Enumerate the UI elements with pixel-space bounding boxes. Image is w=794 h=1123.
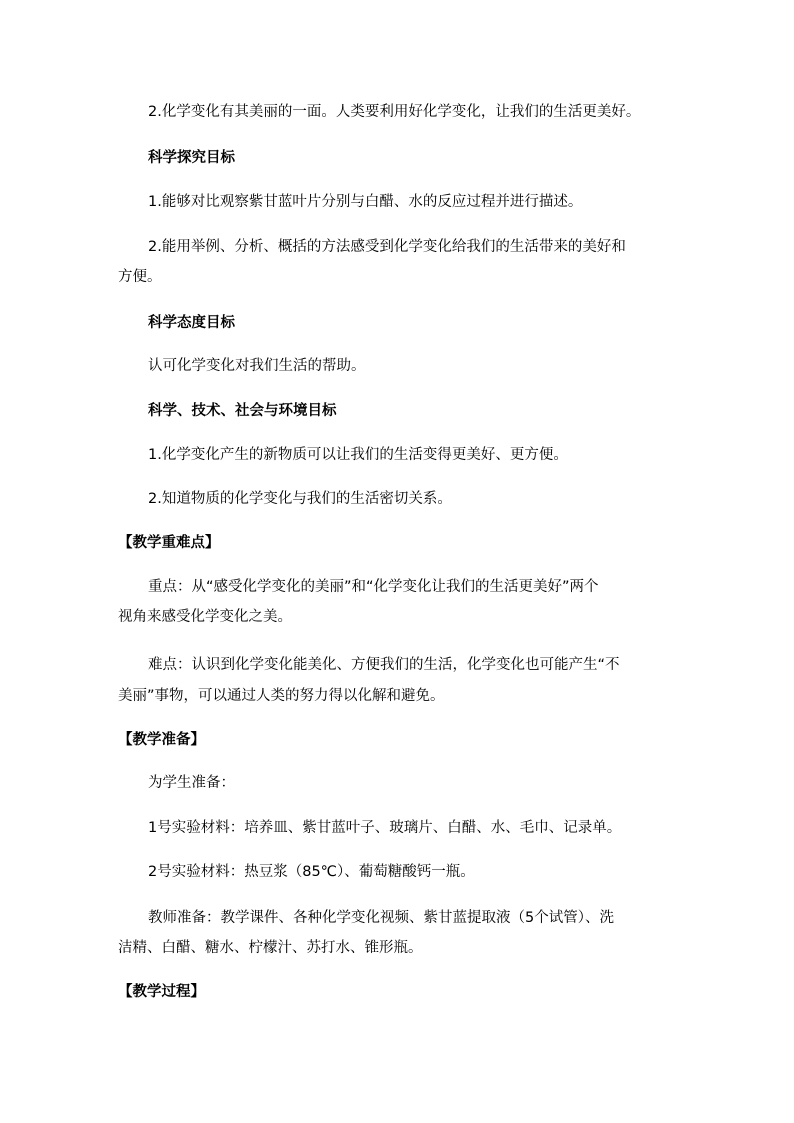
paragraph-inquiry-2-line2: 方便。 xyxy=(118,269,162,285)
paragraph-key-point-line1: 重点：从“感受化学变化的美丽”和“化学变化让我们的生活更美好”两个 xyxy=(148,579,599,595)
paragraph-attitude: 认可化学变化对我们生活的帮助。 xyxy=(148,358,366,374)
paragraph-difficulty-line2: 美丽”事物，可以通过人类的努力得以化解和避免。 xyxy=(118,688,445,704)
paragraph-teacher-prep-line2: 洁精、白醋、糖水、柠檬汁、苏打水、锥形瓶。 xyxy=(118,940,423,956)
heading-science-attitude: 科学态度目标 xyxy=(148,315,235,331)
paragraph-student-prep: 为学生准备： xyxy=(148,775,235,791)
paragraph-key-point-line2: 视角来感受化学变化之美。 xyxy=(118,609,292,625)
heading-process: 【教学过程】 xyxy=(118,984,205,1000)
paragraph-sts-2: 2.知道物质的化学变化与我们的生活密切关系。 xyxy=(148,491,452,507)
heading-sts: 科学、技术、社会与环境目标 xyxy=(148,403,337,419)
paragraph-difficulty-line1: 难点：认识到化学变化能美化、方便我们的生活，化学变化也可能产生“不 xyxy=(148,657,620,673)
heading-key-points: 【教学重难点】 xyxy=(118,535,220,551)
heading-science-inquiry: 科学探究目标 xyxy=(148,150,235,166)
paragraph-sts-1: 1.化学变化产生的新物质可以让我们的生活变得更美好、更方便。 xyxy=(148,447,568,463)
paragraph-inquiry-1: 1.能够对比观察紫甘蓝叶片分别与白醋、水的反应过程并进行描述。 xyxy=(148,194,583,210)
paragraph-inquiry-2-line1: 2.能用举例、分析、概括的方法感受到化学变化给我们的生活带来的美好和 xyxy=(148,239,626,255)
paragraph-materials-2: 2号实验材料：热豆浆（85℃）、葡萄糖酸钙一瓶。 xyxy=(148,864,475,880)
paragraph-goal-2: 2.化学变化有其美丽的一面。人类要利用好化学变化，让我们的生活更美好。 xyxy=(148,104,641,120)
paragraph-materials-1: 1号实验材料：培养皿、紫甘蓝叶子、玻璃片、白醋、水、毛巾、记录单。 xyxy=(148,820,622,836)
paragraph-teacher-prep-line1: 教师准备：教学课件、各种化学变化视频、紫甘蓝提取液（5个试管）、洗 xyxy=(148,910,614,926)
heading-preparation: 【教学准备】 xyxy=(118,732,205,748)
